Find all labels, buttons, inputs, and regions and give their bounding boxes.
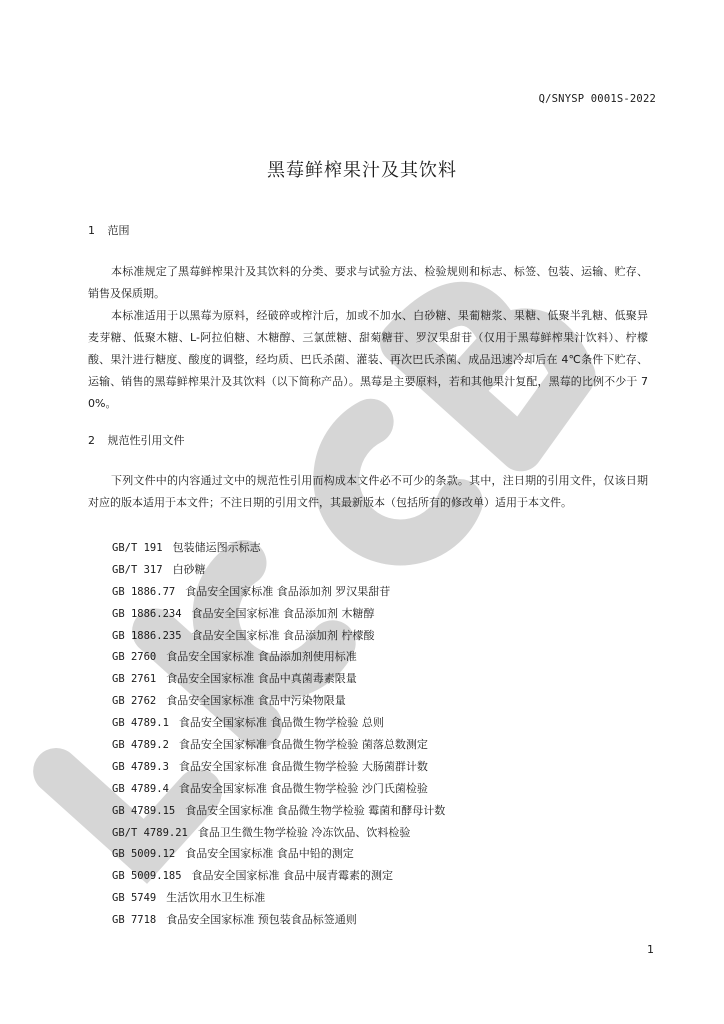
scope-paragraph-2: 本标准适用于以黑莓为原料，经破碎或榨汁后，加或不加水、白砂糖、果葡糖浆、果糖、低聚半乳糖、低聚异麦芽糖、低聚木糖、L-阿拉伯糖、木糖醇、三氯蔗糖、甜菊糖苷、罗汉果甜苷（仅用于黑莓鲜榨果汁饮料）、柠檬酸、果汁进行糖度、酸度的调整，经均质、巴氏杀菌、灌装、再次巴氏杀菌、成品迅速冷却后在 4℃条件下贮存、运输、销售的黑莓鲜榨果汁及其饮料（以下简称产品）。黑莓是主要原料，若和其他果汁复配，黑莓的比例不少于 70%。 — [88, 309, 648, 410]
list-item — [112, 581, 445, 603]
reference-code: GB 4789.3 — [112, 760, 169, 773]
reference-code: GB 5009.12 — [112, 848, 176, 861]
reference-code: GB 4789.15 — [112, 804, 176, 817]
reference-code: GB 4789.1 — [112, 717, 169, 730]
list-item — [112, 734, 445, 756]
reference-name: 生活饮用水卫生标准 — [166, 891, 266, 905]
reference-name: 食品安全国家标准 食品中铅的测定 — [185, 847, 354, 861]
reference-name: 食品安全国家标准 食品微生物学检验 菌落总数测定 — [178, 738, 428, 752]
reference-name: 食品安全国家标准 食品微生物学检验 总则 — [178, 716, 384, 730]
reference-name: 食品安全国家标准 预包装食品标签通则 — [166, 913, 357, 927]
reference-name: 食品安全国家标准 食品微生物学检验 大肠菌群计数 — [178, 759, 428, 773]
reference-name: 食品卫生微生物学检验 冷冻饮品、饮料检验 — [197, 825, 411, 839]
list-item — [112, 822, 445, 844]
reference-name: 食品安全国家标准 食品添加剂使用标准 — [166, 650, 357, 664]
section-number: 1 — [88, 224, 95, 237]
section-heading-normative-references — [88, 432, 185, 448]
reference-name: 食品安全国家标准 食品微生物学检验 沙门氏菌检验 — [178, 781, 428, 795]
scope-paragraph-1: 本标准规定了黑莓鲜榨果汁及其饮料的分类、要求与试验方法、检验规则和标志、标签、包装、运输、贮存、销售及保质期。 — [88, 265, 648, 300]
list-item — [112, 646, 445, 668]
reference-code: GB 4789.4 — [112, 782, 169, 795]
document-code: Q/SNYSP 0001S-2022 — [538, 93, 656, 105]
section-heading-scope — [88, 222, 130, 238]
references-intro-paragraph: 下列文件中的内容通过文中的规范性引用而构成本文件必不可少的条款。其中，注日期的引用文件，仅该日期对应的版本适用于本文件；不注日期的引用文件，其最新版本（包括所有的修改单）适用于本文件。 — [88, 474, 648, 509]
list-item — [112, 559, 445, 581]
reference-name: 食品安全国家标准 食品中污染物限量 — [166, 694, 346, 708]
list-item — [112, 537, 445, 559]
reference-code: GB/T 191 — [112, 542, 163, 554]
reference-code: GB 1886.234 — [112, 607, 182, 620]
section-title: 范围 — [107, 224, 130, 237]
reference-code: GB 1886.235 — [112, 629, 182, 642]
list-item — [112, 756, 445, 778]
reference-name: 食品安全国家标准 食品添加剂 柠檬酸 — [191, 628, 375, 642]
reference-name: 食品安全国家标准 食品中展青霉素的测定 — [191, 869, 394, 883]
reference-code: GB 5749 — [112, 892, 157, 905]
reference-name: 包装储运图示标志 — [172, 541, 261, 554]
section-title: 规范性引用文件 — [107, 434, 185, 447]
reference-code: GB 2760 — [112, 651, 157, 664]
list-item — [112, 800, 445, 822]
reference-name: 食品安全国家标准 食品中真菌毒素限量 — [166, 672, 357, 686]
reference-code: GB/T 4789.21 — [112, 826, 188, 839]
list-item — [112, 843, 445, 865]
list-item — [112, 668, 445, 690]
reference-name: 食品安全国家标准 食品添加剂 木糖醇 — [191, 606, 375, 620]
reference-code: GB/T 317 — [112, 563, 163, 576]
reference-name: 食品安全国家标准 食品添加剂 罗汉果甜苷 — [185, 584, 391, 598]
list-item — [112, 712, 445, 734]
reference-name: 食品安全国家标准 食品微生物学检验 霉菌和酵母计数 — [185, 803, 446, 817]
reference-code: GB 4789.2 — [112, 739, 169, 752]
list-item — [112, 887, 445, 909]
reference-list — [112, 537, 445, 931]
list-item — [112, 909, 445, 931]
reference-code: GB 2762 — [112, 695, 157, 708]
reference-code: GB 2761 — [112, 673, 157, 686]
reference-code: GB 1886.77 — [112, 585, 176, 598]
list-item — [112, 778, 445, 800]
reference-name: 白砂糖 — [172, 562, 206, 576]
reference-code: GB 5009.185 — [112, 870, 182, 883]
page-number: 1 — [647, 943, 654, 956]
list-item — [112, 625, 445, 647]
reference-code: GB 7718 — [112, 914, 157, 927]
list-item — [112, 690, 445, 712]
list-item — [112, 603, 445, 625]
list-item — [112, 865, 445, 887]
section-number: 2 — [88, 434, 95, 447]
document-title: 黑莓鲜榨果汁及其饮料 — [267, 160, 457, 181]
